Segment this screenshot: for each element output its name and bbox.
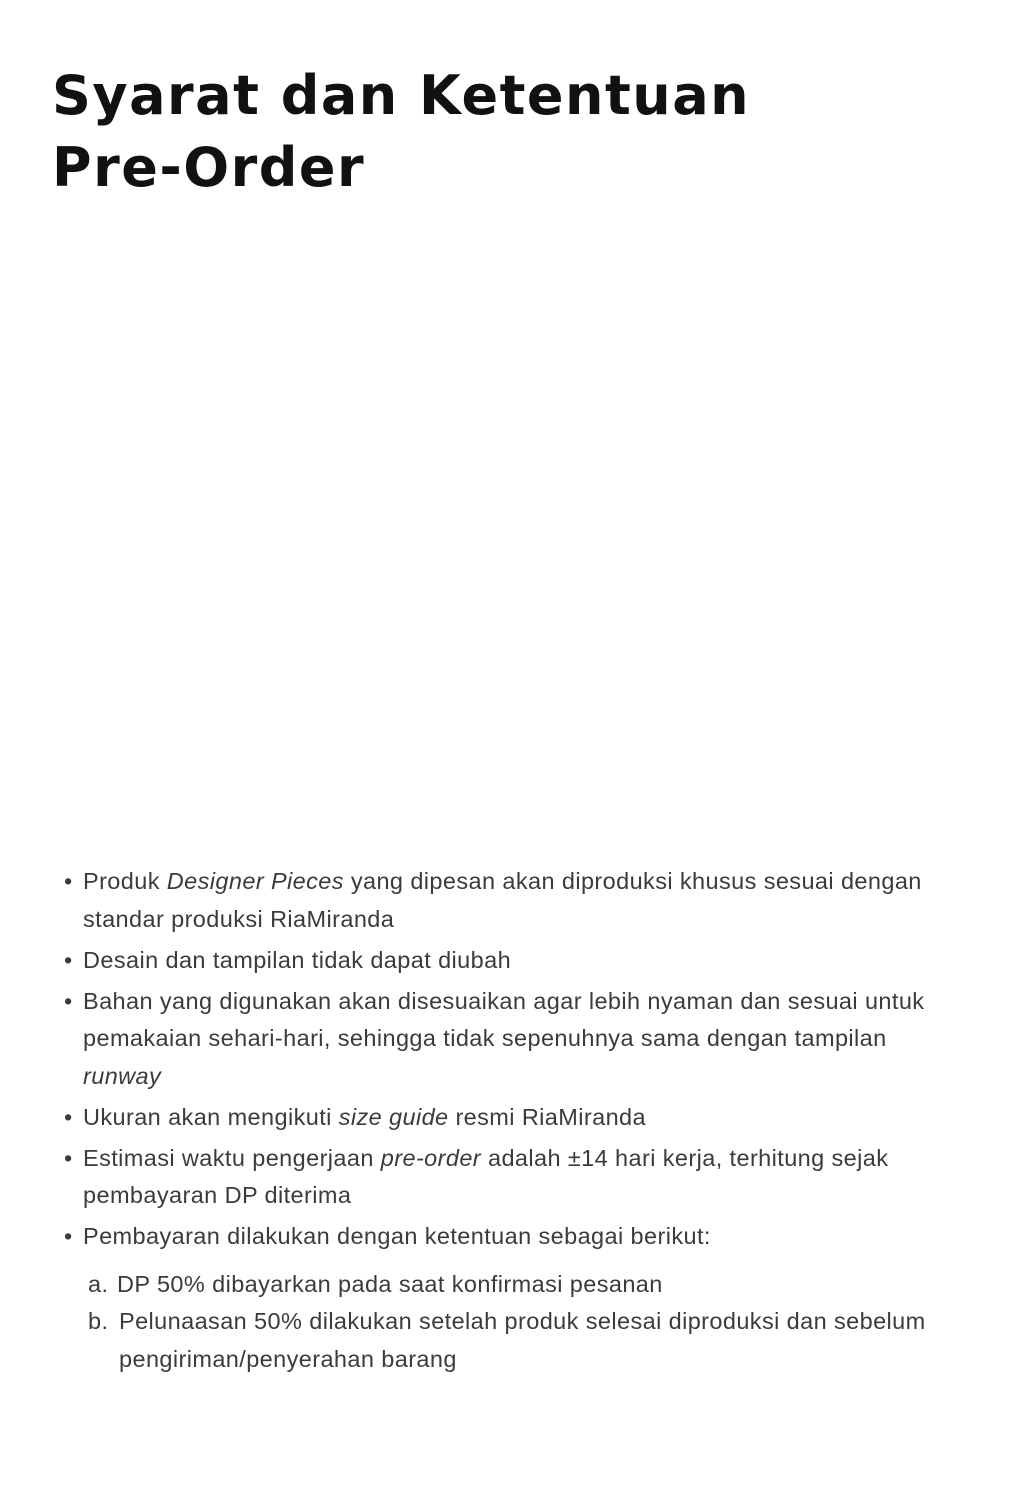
terms-item-size: [64, 1099, 944, 1137]
payment-steps-list: [88, 1266, 944, 1379]
terms-item-design-fixed: [64, 942, 944, 980]
bullet-icon: •: [64, 1144, 73, 1171]
terms-item-custom-production: [64, 863, 944, 938]
terms-item-text: Pembayaran dilakukan dengan ketentuan sebagai berikut:: [83, 1223, 711, 1249]
payment-step-text: DP 50% dibayarkan pada saat konfirmasi pesanan: [117, 1270, 663, 1297]
terms-item-emphasis: pre-order: [380, 1144, 482, 1171]
terms-item-text: Produk: [83, 868, 167, 894]
terms-list: [64, 863, 944, 1382]
terms-item-text: Estimasi waktu pengerjaan: [83, 1144, 381, 1171]
terms-item-emphasis: runway: [83, 1062, 162, 1089]
terms-item-text: resmi RiaMiranda: [448, 1103, 646, 1130]
payment-step-marker: a.: [88, 1270, 109, 1297]
terms-item-material: [64, 983, 944, 1096]
terms-item-text: yang dipesan akan diproduksi khusus sesuai dengan standar produksi RiaMiranda: [83, 868, 922, 932]
terms-item-text: Ukuran akan mengikuti: [83, 1103, 339, 1130]
payment-step-item: [88, 1303, 944, 1378]
bullet-icon: •: [64, 1223, 73, 1249]
terms-item-estimate: [64, 1140, 944, 1215]
bullet-icon: •: [64, 1103, 73, 1130]
terms-item-emphasis: size guide: [338, 1103, 449, 1130]
page-title-line-1: Syarat dan Ketentuan: [52, 64, 751, 127]
payment-step-text: Pelunaasan 50% dilakukan setelah produk selesai diproduksi dan sebelum pengiriman/penyerahan barang: [119, 1308, 926, 1372]
terms-item-emphasis: Designer Pieces: [166, 868, 344, 894]
bullet-icon: •: [64, 987, 73, 1014]
page-title-line-2: Pre-Order: [52, 136, 366, 199]
terms-item-text: Bahan yang digunakan akan disesuaikan agar lebih nyaman dan sesuai untuk pemakaian sehari-hari, sehingga tidak sepenuhnya sama dengan tampilan: [83, 987, 925, 1051]
payment-step-marker: b.: [88, 1308, 109, 1334]
terms-item-payment: [64, 1218, 944, 1378]
terms-item-text: adalah ±14 hari kerja, terhitung sejak pembayaran DP diterima: [83, 1144, 889, 1208]
page-title: [52, 60, 952, 204]
terms-item-text: Desain dan tampilan tidak dapat diubah: [83, 946, 512, 973]
bullet-icon: •: [64, 868, 73, 894]
bullet-icon: •: [64, 946, 73, 973]
payment-step-item: [88, 1266, 944, 1304]
